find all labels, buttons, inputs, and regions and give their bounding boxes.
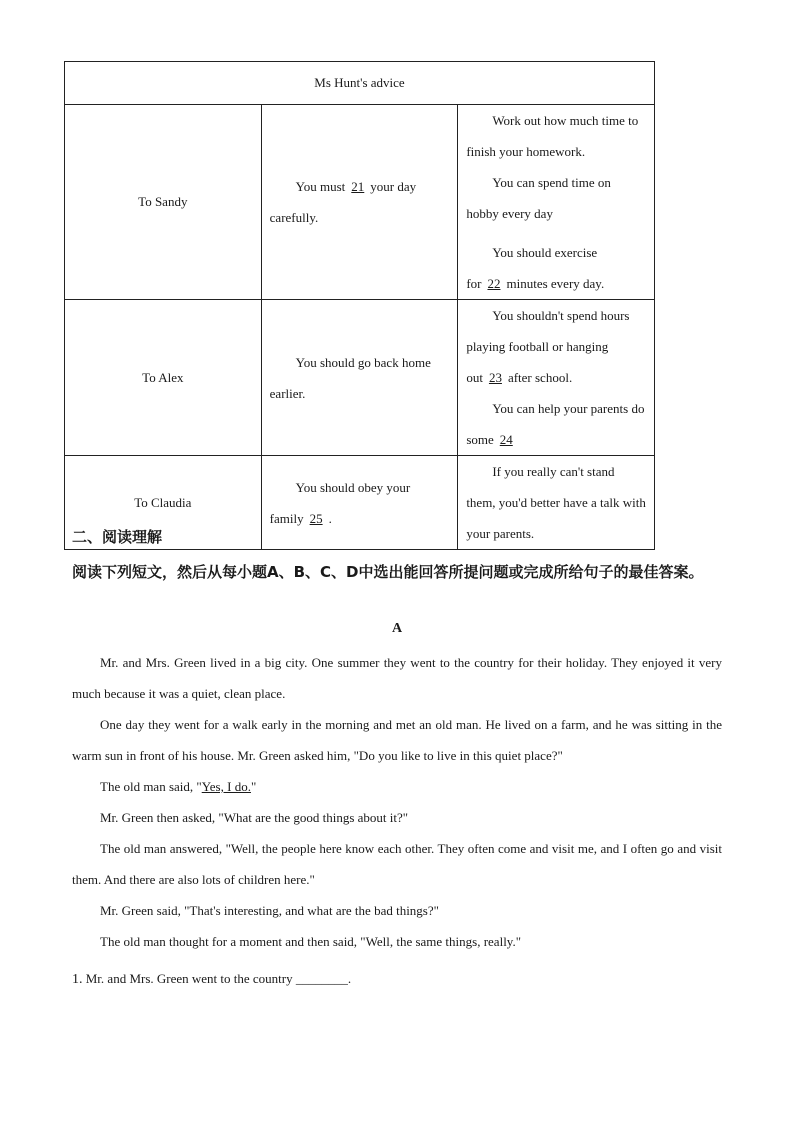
table-header-row: [65, 62, 655, 105]
passage-letter: A: [391, 621, 403, 636]
section-instruction: 阅读下列短文，然后从每小题A、B、C、D中选出能回答所提问题或完成所给句子的最佳答案。: [72, 563, 704, 581]
row-name-alex: To Alex: [65, 300, 262, 456]
row-name-sandy: To Sandy: [65, 105, 262, 300]
question-1: [72, 965, 351, 994]
passage-paragraph: The old man said, "Yes, I do.": [100, 779, 257, 794]
advice-cell: You should obey your family 25 .: [261, 456, 458, 550]
reading-passage: [72, 647, 722, 957]
blank-22: 22: [487, 276, 501, 291]
blank-24: 24: [499, 432, 513, 447]
advice-table: [64, 61, 655, 550]
blank-25: 25: [309, 510, 323, 526]
blank-21: 21: [351, 179, 365, 194]
underlined-phrase: Yes, I do.: [201, 779, 251, 794]
table-title: Ms Hunt's advice: [65, 62, 655, 105]
section-heading: 二、阅读理解: [72, 528, 163, 546]
advice-cell: You should go back home earlier.: [261, 300, 458, 456]
passage-paragraph: Mr. Green then asked, "What are the good things about it?": [100, 810, 409, 825]
passage-paragraph: One day they went for a walk early in the morning and met an old man. He lived on a farm, and he was sitting in the warm sun in front of his house. Mr. Green asked him, "Do you like to live in this quiet place?": [72, 717, 722, 763]
blank-23: 23: [488, 370, 502, 385]
passage-paragraph: Mr. and Mrs. Green lived in a big city. One summer they went to the country for their holiday. They enjoyed it very much because it was a quiet, clean place.: [72, 655, 722, 701]
advice-detail-cell: If you really can't stand them, you'd better have a talk with your parents.: [458, 456, 655, 550]
passage-paragraph: Mr. Green said, "That's interesting, and what are the bad things?": [100, 903, 439, 918]
row-name-claudia: To Claudia: [65, 456, 262, 550]
passage-paragraph: The old man answered, "Well, the people here know each other. They often come and visit me, and I often go and visit them. And there are also lots of children here.": [72, 841, 722, 887]
advice-detail-cell: Work out how much time to finish your homework. You can spend time on hobby every day You should exercise for 22 minutes every day.: [458, 105, 655, 300]
table-row: [65, 300, 655, 456]
table-row: [65, 105, 655, 300]
advice-detail-cell: You shouldn't spend hours playing football or hanging out 23 after school. You can help your parents do some 24: [458, 300, 655, 456]
question-text: Mr. and Mrs. Green went to the country ________.: [82, 971, 352, 986]
advice-cell: You must 21 your day carefully.: [261, 105, 458, 300]
question-number: 1.: [72, 972, 83, 987]
passage-paragraph: The old man thought for a moment and then said, "Well, the same things, really.": [100, 934, 522, 949]
